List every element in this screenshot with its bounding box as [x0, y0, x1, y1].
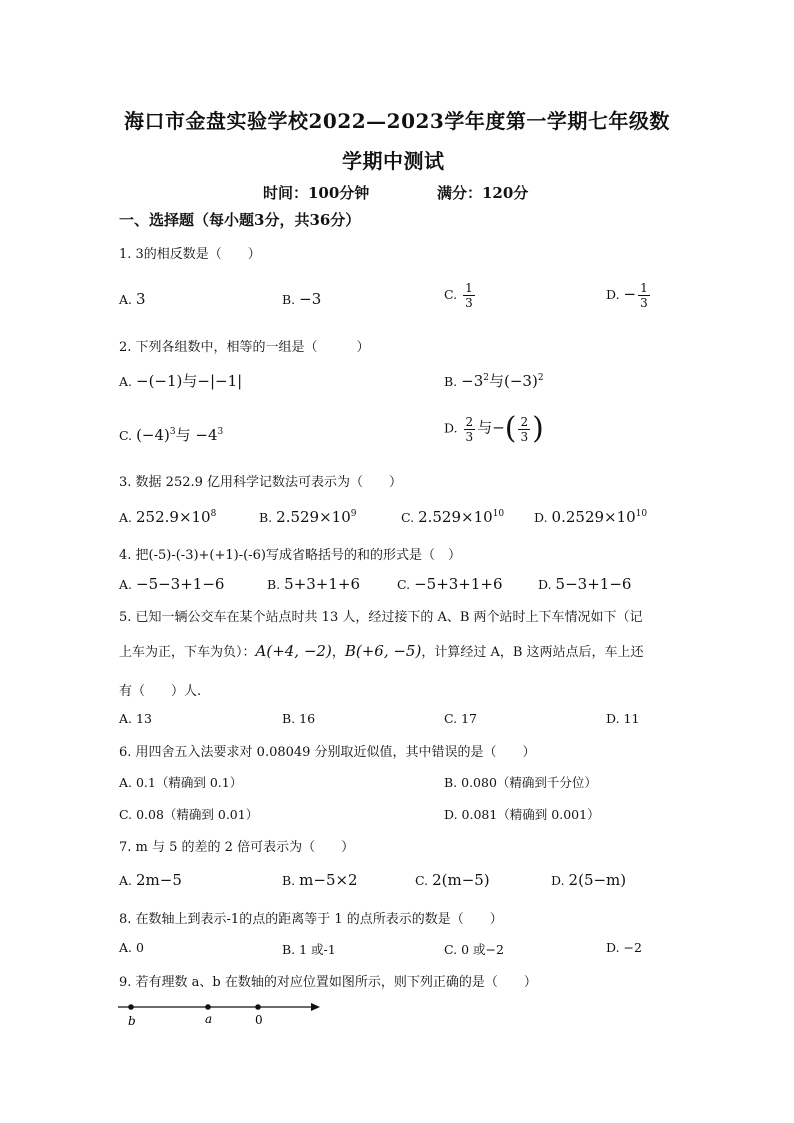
q3-stem: 3. 数据 252.9 亿用科学记数法可表示为（ ） [119, 475, 403, 490]
expr-mid: 与 −4 [175, 426, 218, 444]
q4-stem: 4. 把(-5)-(-3)+(+1)-(-6)写成省略括号的和的形式是（ ） [119, 548, 461, 563]
q5-option-a [119, 711, 152, 726]
exam-time: 时间：100分钟 [263, 184, 370, 202]
option-label: D. [551, 873, 565, 888]
exponent: 3 [217, 427, 224, 437]
q6-option-a: A. 0.1（精确到 0.1） [119, 775, 243, 790]
option-label: A. [119, 577, 133, 592]
exponent: 2 [483, 373, 490, 383]
q4-option-a-value: −5−3+1−6 [136, 575, 225, 593]
separator: ， [331, 645, 345, 660]
expr-mid: 与(−3) [489, 372, 538, 390]
origin-dot [255, 1004, 261, 1010]
q8-option-a: A. 0 [119, 940, 144, 955]
q5-option-d [606, 711, 639, 726]
option-label: D. [606, 287, 620, 302]
option-label: B. [444, 374, 458, 389]
q6-option-c: C. 0.08（精确到 0.01） [119, 807, 259, 822]
expr-base: 0.2529×10 [551, 508, 636, 526]
number-line-figure [115, 996, 325, 1030]
q1-option-c [444, 281, 477, 310]
q1-option-a [119, 290, 146, 308]
q7-option-b-value: m−5×2 [299, 871, 358, 889]
option-label: C. [444, 711, 458, 726]
q5-option-d-value: 11 [623, 711, 640, 726]
q5-option-b-value: 16 [299, 711, 316, 726]
number-line-arrow [311, 1003, 320, 1011]
exponent: 3 [169, 427, 176, 437]
q3-option-c [401, 508, 504, 526]
q3-option-d [534, 508, 647, 526]
q7-option-a [119, 871, 182, 889]
expr-base: 2.529×10 [276, 508, 351, 526]
q3-option-d-value [552, 508, 648, 526]
fraction [463, 281, 475, 310]
expr-mid: 与− [477, 418, 505, 437]
q5-option-b [282, 711, 315, 726]
q2-option-b [444, 370, 544, 391]
numerator: 2 [520, 414, 529, 429]
option-label: C. [401, 510, 415, 525]
q7-option-b [282, 871, 358, 889]
exponent: 9 [350, 509, 357, 519]
q3-option-b [259, 508, 357, 526]
q4-option-b [267, 575, 360, 593]
q1-option-d [606, 281, 652, 310]
minus-sign: − [623, 285, 637, 303]
point-b-label: b [128, 1014, 136, 1028]
q5-line-2 [119, 641, 644, 660]
option-label: C. [397, 577, 411, 592]
q4-option-c-value: −5+3+1+6 [414, 575, 503, 593]
q8-option-c: C. 0 或−2 [444, 942, 504, 957]
option-label: D. [444, 420, 458, 436]
fraction [518, 415, 530, 444]
expr-base: 2.529×10 [418, 508, 493, 526]
expr-base: −3 [461, 372, 484, 390]
q4-option-b-value: 5+3+1+6 [284, 575, 361, 593]
denominator: 3 [465, 296, 473, 310]
exponent: 10 [492, 509, 505, 519]
q2-option-b-value [461, 372, 543, 390]
exam-full-score: 满分：120分 [437, 184, 529, 202]
q7-option-c-value: 2(m−5) [432, 871, 490, 889]
q4-option-a [119, 575, 224, 593]
title-line-1: 海口市金盘实验学校2022—2023学年度第一学期七年级数 [124, 109, 670, 133]
q1-option-b [282, 290, 321, 308]
option-label: B. [282, 292, 296, 307]
q7-option-d-value: 2(5−m) [568, 871, 627, 889]
fraction [638, 281, 650, 310]
q2-option-c-value [136, 426, 223, 444]
q5-option-a-value: 13 [136, 711, 152, 726]
q1-option-a-value: 3 [136, 290, 146, 308]
q3-option-a [119, 508, 216, 526]
option-label: C. [119, 428, 133, 443]
q6-option-b: B. 0.080（精确到千分位） [444, 775, 597, 790]
q7-option-c [415, 871, 490, 889]
exponent: 2 [537, 373, 544, 383]
option-label: B. [259, 510, 273, 525]
point-a: A(+4, −2) [255, 642, 332, 660]
q6-option-d: D. 0.081（精确到 0.001） [444, 807, 600, 822]
section-heading: 一、选择题（每小题3分，共36分） [119, 211, 361, 229]
q1-option-b-value: −3 [299, 290, 322, 308]
q7-option-d [551, 871, 626, 889]
q8-option-d: D. −2 [606, 940, 642, 955]
q5-text: 上车为正，下车为负）： [119, 645, 256, 660]
q7-stem: 7. m 与 5 的差的 2 倍可表示为（ ） [119, 840, 355, 855]
option-label: C. [444, 287, 458, 302]
numerator: 1 [640, 281, 648, 295]
option-label: D. [538, 577, 552, 592]
q3-option-c-value [418, 508, 504, 526]
q8-stem: 8. 在数轴上到表示-1的点的距离等于 1 的点所表示的数是（ ） [119, 912, 503, 927]
point-a-label: a [205, 1012, 213, 1026]
q5-option-c-value: 17 [461, 711, 477, 726]
option-label: A. [119, 292, 133, 307]
option-label: C. [415, 873, 429, 888]
q2-option-a [119, 370, 242, 391]
q2-option-c [119, 424, 223, 445]
expr-base: 252.9×10 [136, 508, 211, 526]
numerator: 2 [465, 414, 474, 429]
q3-option-b-value [276, 508, 356, 526]
point-a-dot [205, 1004, 211, 1010]
q5-text: ，计算经过 A，B 这两站点后，车上还 [421, 645, 644, 660]
option-label: A. [119, 711, 133, 726]
q1-stem: 1. 3的相反数是（ ） [119, 247, 261, 262]
option-label: A. [119, 374, 133, 389]
option-label: D. [534, 510, 548, 525]
option-label: A. [119, 873, 133, 888]
q2-option-a-value: −(−1)与−|−1| [136, 372, 243, 390]
denominator: 3 [465, 429, 474, 444]
q7-option-a-value: 2m−5 [136, 871, 182, 889]
option-label: B. [282, 711, 296, 726]
option-label: B. [282, 873, 296, 888]
q4-option-d [538, 575, 631, 593]
expr-base: (−4) [136, 426, 170, 444]
option-label: B. [267, 577, 281, 592]
q6-stem: 6. 用四舍五入法要求对 0.08049 分别取近似值，其中错误的是（ ） [119, 745, 536, 760]
q5-line-3: 有（ ）人. [119, 684, 202, 699]
q2-option-d [444, 411, 544, 446]
left-paren: ( [504, 411, 517, 446]
exponent: 10 [635, 509, 648, 519]
origin-label: 0 [255, 1013, 263, 1027]
option-label: D. [606, 711, 620, 726]
point-b: B(+6, −5) [344, 642, 422, 660]
q5-line-1: 5. 已知一辆公交车在某个站点时共 13 人，经过接下的 A、B 两个站时上下车情况如下（记 [119, 610, 643, 625]
denominator: 3 [640, 296, 648, 310]
q4-option-d-value: 5−3+1−6 [555, 575, 632, 593]
numerator: 1 [465, 281, 473, 295]
q8-option-b: B. 1 或-1 [282, 942, 336, 957]
q2-stem: 2. 下列各组数中，相等的一组是（ ） [119, 340, 370, 355]
title-line-2: 学期中测试 [342, 149, 445, 173]
option-label: A. [119, 510, 133, 525]
q9-stem: 9. 若有理数 a、b 在数轴的对应位置如图所示，则下列正确的是（ ） [119, 975, 537, 990]
q3-option-a-value [136, 508, 216, 526]
q5-option-c [444, 711, 477, 726]
point-b-dot [128, 1004, 134, 1010]
exponent: 8 [210, 509, 217, 519]
right-paren: ) [532, 411, 544, 446]
q4-option-c [397, 575, 503, 593]
fraction [464, 415, 476, 444]
denominator: 3 [520, 429, 529, 444]
